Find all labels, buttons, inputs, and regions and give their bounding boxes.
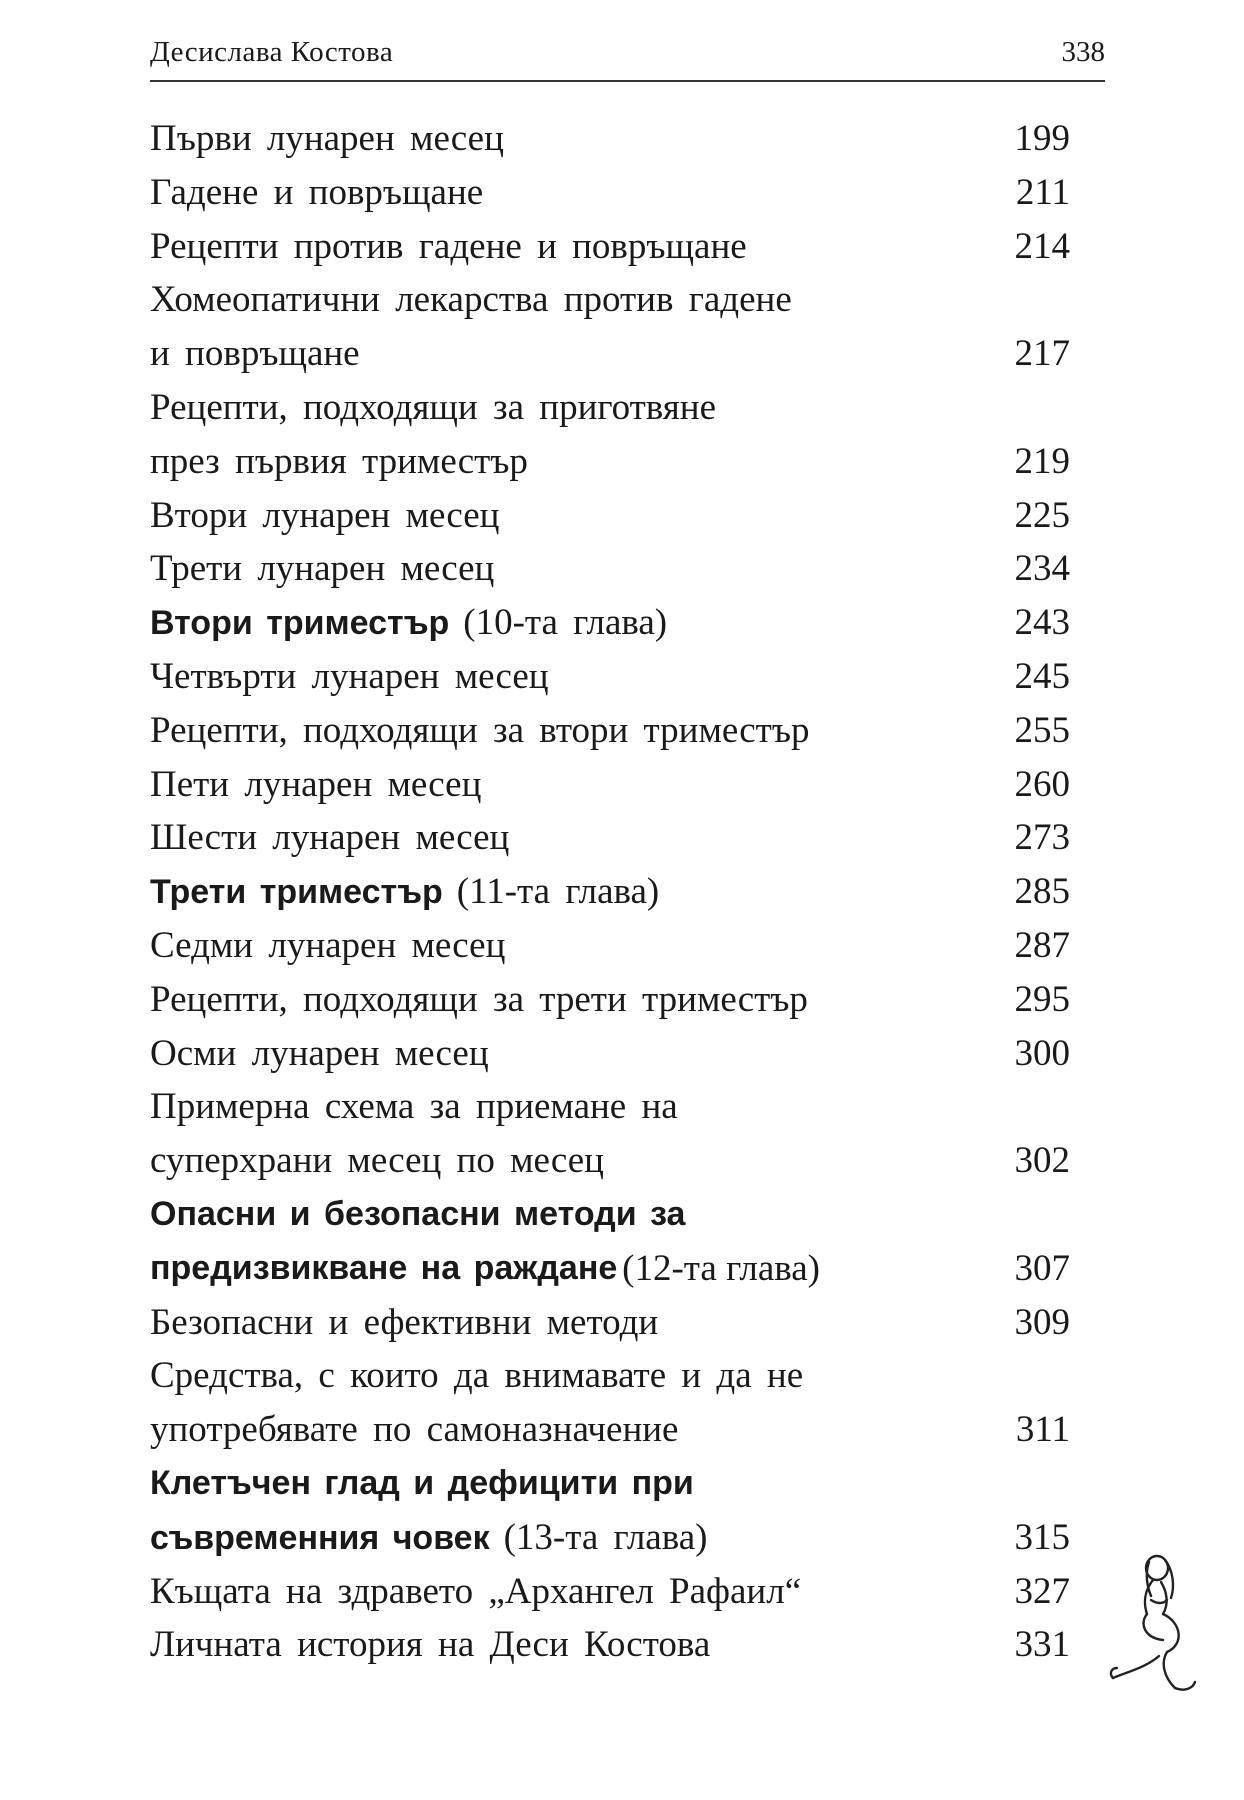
pregnant-woman-figure-icon (1105, 1552, 1205, 1702)
toc-entry-title: Шести лунарен месец (150, 817, 510, 859)
toc-entry-title: Хомеопатични лекарства против гадене (150, 279, 792, 321)
toc-entry (150, 811, 1070, 865)
toc-entry-title: Средства, с които да внимавате и да не (150, 1355, 804, 1397)
toc-chapter-entry (150, 1188, 1070, 1242)
toc-entry-page: 225 (1014, 494, 1070, 536)
toc-entry-page: 243 (1014, 602, 1070, 644)
toc-entry-page: 214 (1014, 225, 1070, 267)
toc-entry-title: Личната история на Деси Костова (150, 1624, 711, 1666)
toc-entry-page: 327 (1014, 1570, 1070, 1612)
toc-entry (150, 112, 1070, 166)
toc-entry-page: 315 (1014, 1516, 1070, 1558)
toc-entry-title: Осми лунарен месец (150, 1032, 489, 1074)
toc-entry-title: Четвърти лунарен месец (150, 655, 549, 697)
toc-entry (150, 1618, 1070, 1672)
toc-entry-page: 287 (1014, 924, 1070, 966)
toc-entry-page: 331 (1014, 1624, 1070, 1666)
toc-entry-page: 217 (1014, 333, 1070, 375)
toc-chapter-title: Трети триместър (150, 873, 443, 912)
toc-entry-title: Рецепти, подходящи за трети триместър (150, 978, 808, 1020)
table-of-contents (150, 112, 1070, 1672)
toc-entry (150, 1134, 1070, 1188)
toc-entry (150, 704, 1070, 758)
toc-chapter-entry (150, 865, 1070, 919)
toc-entry-title: през първия триместър (150, 440, 528, 482)
toc-chapter-entry (150, 596, 1070, 650)
toc-entry (150, 1349, 1070, 1403)
toc-entry-title: Безопасни и ефективни методи (150, 1301, 659, 1343)
toc-entry-page: 273 (1014, 817, 1070, 859)
toc-entry (150, 758, 1070, 812)
toc-entry-title: и повръщане (150, 333, 360, 375)
toc-entry (150, 273, 1070, 327)
toc-chapter-entry (150, 1242, 1070, 1296)
toc-entry (150, 919, 1070, 973)
toc-entry (150, 1080, 1070, 1134)
toc-entry-title: Трети лунарен месец (150, 548, 495, 590)
toc-entry-page: 307 (1014, 1247, 1070, 1289)
toc-entry-page: 295 (1014, 978, 1070, 1020)
toc-chapter-title: Клетъчен глад и дефицити при (150, 1463, 694, 1502)
toc-chapter-entry (150, 1457, 1070, 1511)
toc-entry-title: Пети лунарен месец (150, 763, 482, 805)
toc-entry-page: 245 (1014, 655, 1070, 697)
toc-chapter-title: Втори триместър (150, 604, 450, 643)
toc-entry-page: 199 (1014, 118, 1070, 159)
toc-chapter-number: (13-та глава) (503, 1516, 708, 1558)
page-header (150, 30, 1105, 82)
toc-entry-page: 219 (1014, 440, 1070, 482)
toc-entry-page: 255 (1014, 709, 1070, 751)
toc-entry (150, 220, 1070, 274)
toc-chapter-title: съвременния човек (150, 1518, 490, 1557)
toc-chapter-heading (150, 865, 659, 920)
toc-entry (150, 381, 1070, 435)
toc-chapter-title: Опасни и безопасни методи за (150, 1194, 686, 1233)
toc-entry-page: 302 (1014, 1140, 1070, 1182)
toc-entry (150, 973, 1070, 1027)
toc-entry (150, 489, 1070, 543)
header-author: Десислава Костова (150, 36, 394, 68)
toc-entry-title: Рецепти против гадене и повръщане (150, 225, 747, 267)
toc-entry-page: 300 (1014, 1032, 1070, 1074)
toc-entry-title: суперхрани месец по месец (150, 1140, 604, 1182)
toc-chapter-number: (12-та глава) (622, 1247, 820, 1289)
toc-entry-title: Втори лунарен месец (150, 494, 500, 536)
toc-entry (150, 166, 1070, 220)
toc-entry-page: 260 (1014, 763, 1070, 805)
toc-entry (150, 650, 1070, 704)
toc-entry-title: Рецепти, подходящи за втори триместър (150, 709, 810, 751)
toc-entry (150, 435, 1070, 489)
header-page-number: 338 (1061, 36, 1105, 68)
toc-entry-title: Примерна схема за приемане на (150, 1086, 678, 1128)
toc-entry-page: 211 (1015, 171, 1070, 213)
toc-entry-title: Седми лунарен месец (150, 924, 506, 966)
toc-entry-page: 234 (1014, 548, 1070, 590)
toc-entry-title: Първи лунарен месец (150, 118, 504, 159)
toc-entry-title: Рецепти, подходящи за приготвяне (150, 386, 717, 428)
toc-entry (150, 1565, 1070, 1619)
toc-entry (150, 542, 1070, 596)
toc-entry-page: 311 (1015, 1409, 1070, 1451)
toc-entry-title: употребявате по самоназначение (150, 1409, 679, 1451)
toc-chapter-number: (10-та глава) (463, 602, 668, 644)
toc-chapter-entry (150, 1511, 1070, 1565)
toc-entry (150, 327, 1070, 381)
toc-entry-page: 309 (1014, 1301, 1070, 1343)
toc-entry-page: 285 (1014, 871, 1070, 913)
toc-chapter-heading (150, 596, 667, 651)
toc-entry (150, 1027, 1070, 1081)
toc-chapter-title: предизвикване на раждане (150, 1248, 618, 1287)
toc-entry (150, 1403, 1070, 1457)
toc-entry-title: Къщата на здравето „Архангел Рафаил“ (150, 1570, 802, 1612)
toc-chapter-number: (11-та глава) (456, 871, 660, 913)
toc-entry (150, 1296, 1070, 1350)
toc-entry-title: Гадене и повръщане (150, 171, 484, 213)
toc-chapter-heading (150, 1511, 707, 1566)
